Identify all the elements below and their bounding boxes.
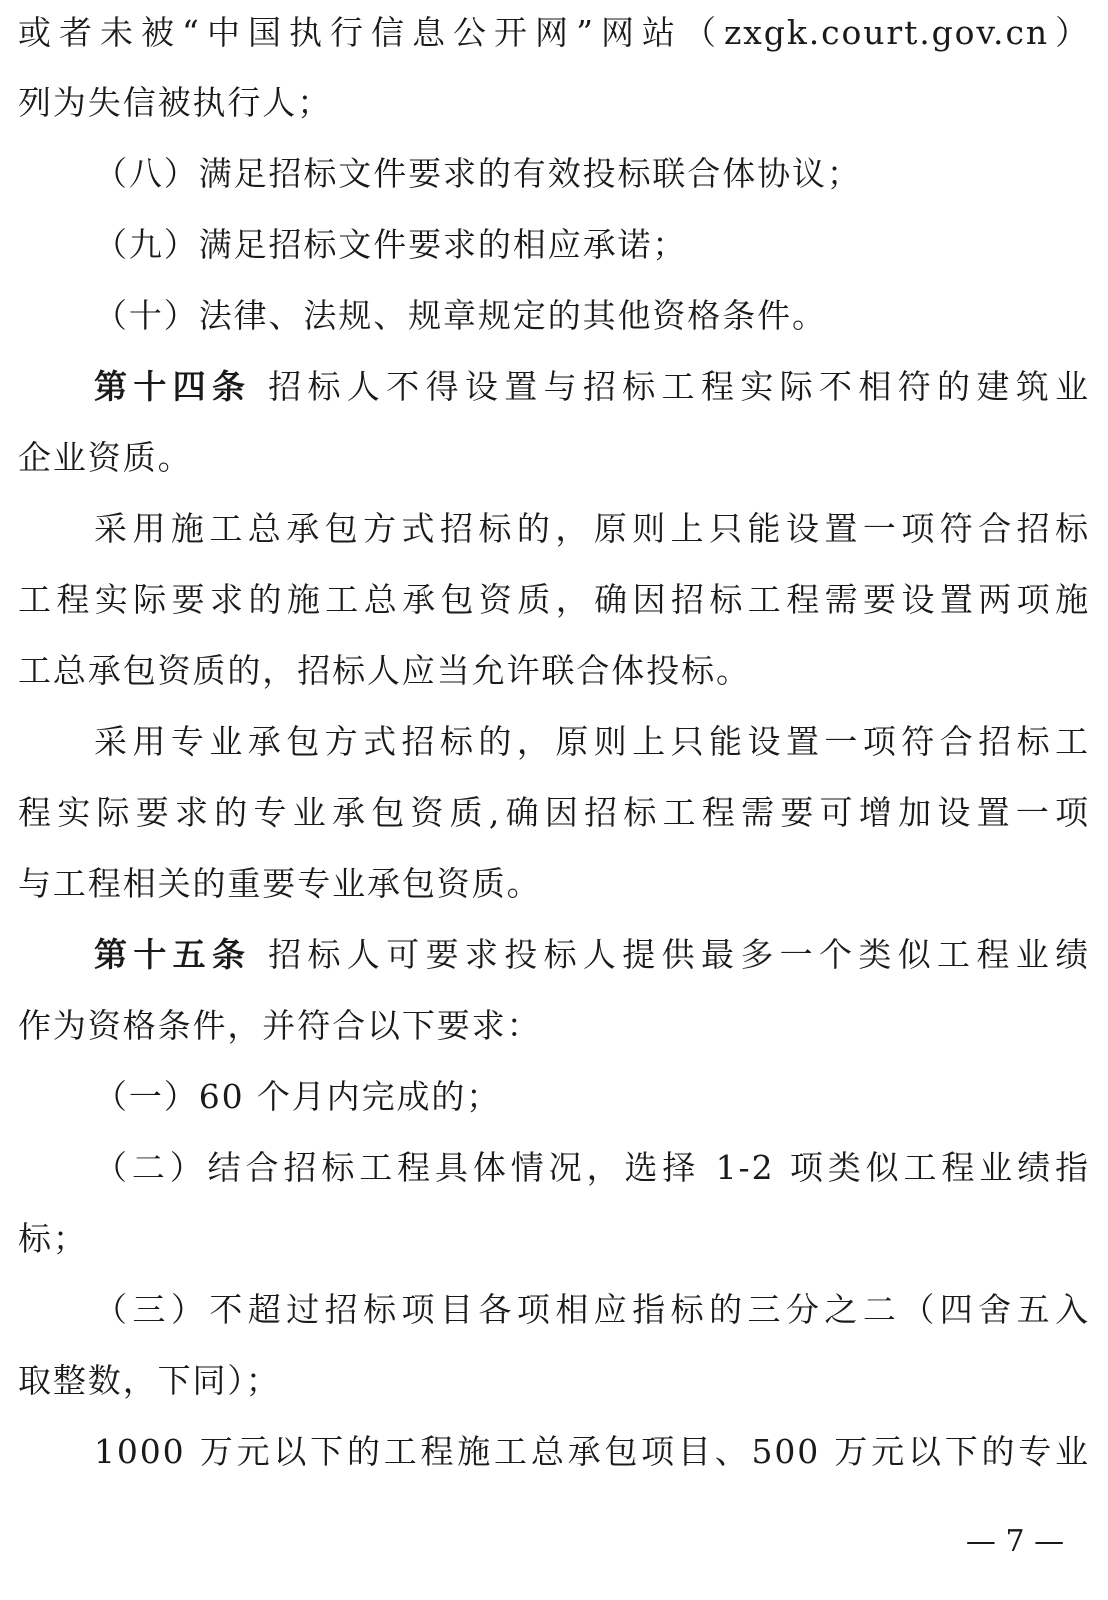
text-line-13: 与工程相关的重要专业承包资质。 bbox=[18, 864, 542, 903]
text-line-9: 工程实际要求的施工总承包资质，确因招标工程需要设置两项施 bbox=[18, 580, 1090, 619]
list-item-2: （二）结合招标工程具体情况，选择 1-2 项类似工程业绩指 bbox=[94, 1148, 1090, 1187]
article-15-text: 招标人可要求投标人提供最多一个类似工程业绩 bbox=[268, 935, 1090, 974]
text-line-10: 工总承包资质的，招标人应当允许联合体投标。 bbox=[18, 651, 751, 690]
text-line-1: 或者未被“中国执行信息公开网”网站（zxgk.court.gov.cn） bbox=[18, 13, 1090, 52]
list-item-9: （九）满足招标文件要求的相应承诺； bbox=[94, 225, 688, 264]
text-line-21: 1000 万元以下的工程施工总承包项目、500 万元以下的专业 bbox=[94, 1432, 1090, 1471]
article-14-label: 第十四条 bbox=[94, 367, 252, 406]
list-item-10: （十）法律、法规、规章规定的其他资格条件。 bbox=[94, 296, 827, 335]
text-line-18: 标； bbox=[18, 1219, 88, 1258]
text-line-12: 程实际要求的专业承包资质,确因招标工程需要可增加设置一项 bbox=[18, 793, 1090, 832]
text-line-8: 采用施工总承包方式招标的，原则上只能设置一项符合招标 bbox=[94, 509, 1090, 548]
article-14-text: 招标人不得设置与招标工程实际不相符的建筑业 bbox=[268, 367, 1090, 406]
text-line-11: 采用专业承包方式招标的，原则上只能设置一项符合招标工 bbox=[94, 722, 1090, 761]
text-line-2: 列为失信被执行人； bbox=[18, 83, 333, 122]
article-15-label: 第十五条 bbox=[94, 935, 252, 974]
list-item-3: （三）不超过招标项目各项相应指标的三分之二（四舍五入 bbox=[94, 1290, 1090, 1329]
list-item-1: （一）60 个月内完成的； bbox=[94, 1077, 502, 1116]
page-number: — 7 — bbox=[965, 1524, 1065, 1559]
list-item-8: （八）满足招标文件要求的有效投标联合体协议； bbox=[94, 154, 862, 193]
text-line-15: 作为资格条件，并符合以下要求： bbox=[18, 1006, 542, 1045]
text-line-7: 企业资质。 bbox=[18, 438, 193, 477]
article-14-heading-line bbox=[94, 362, 1090, 412]
article-15-heading-line bbox=[94, 930, 1090, 980]
text-line-20: 取整数，下同）； bbox=[18, 1361, 281, 1400]
